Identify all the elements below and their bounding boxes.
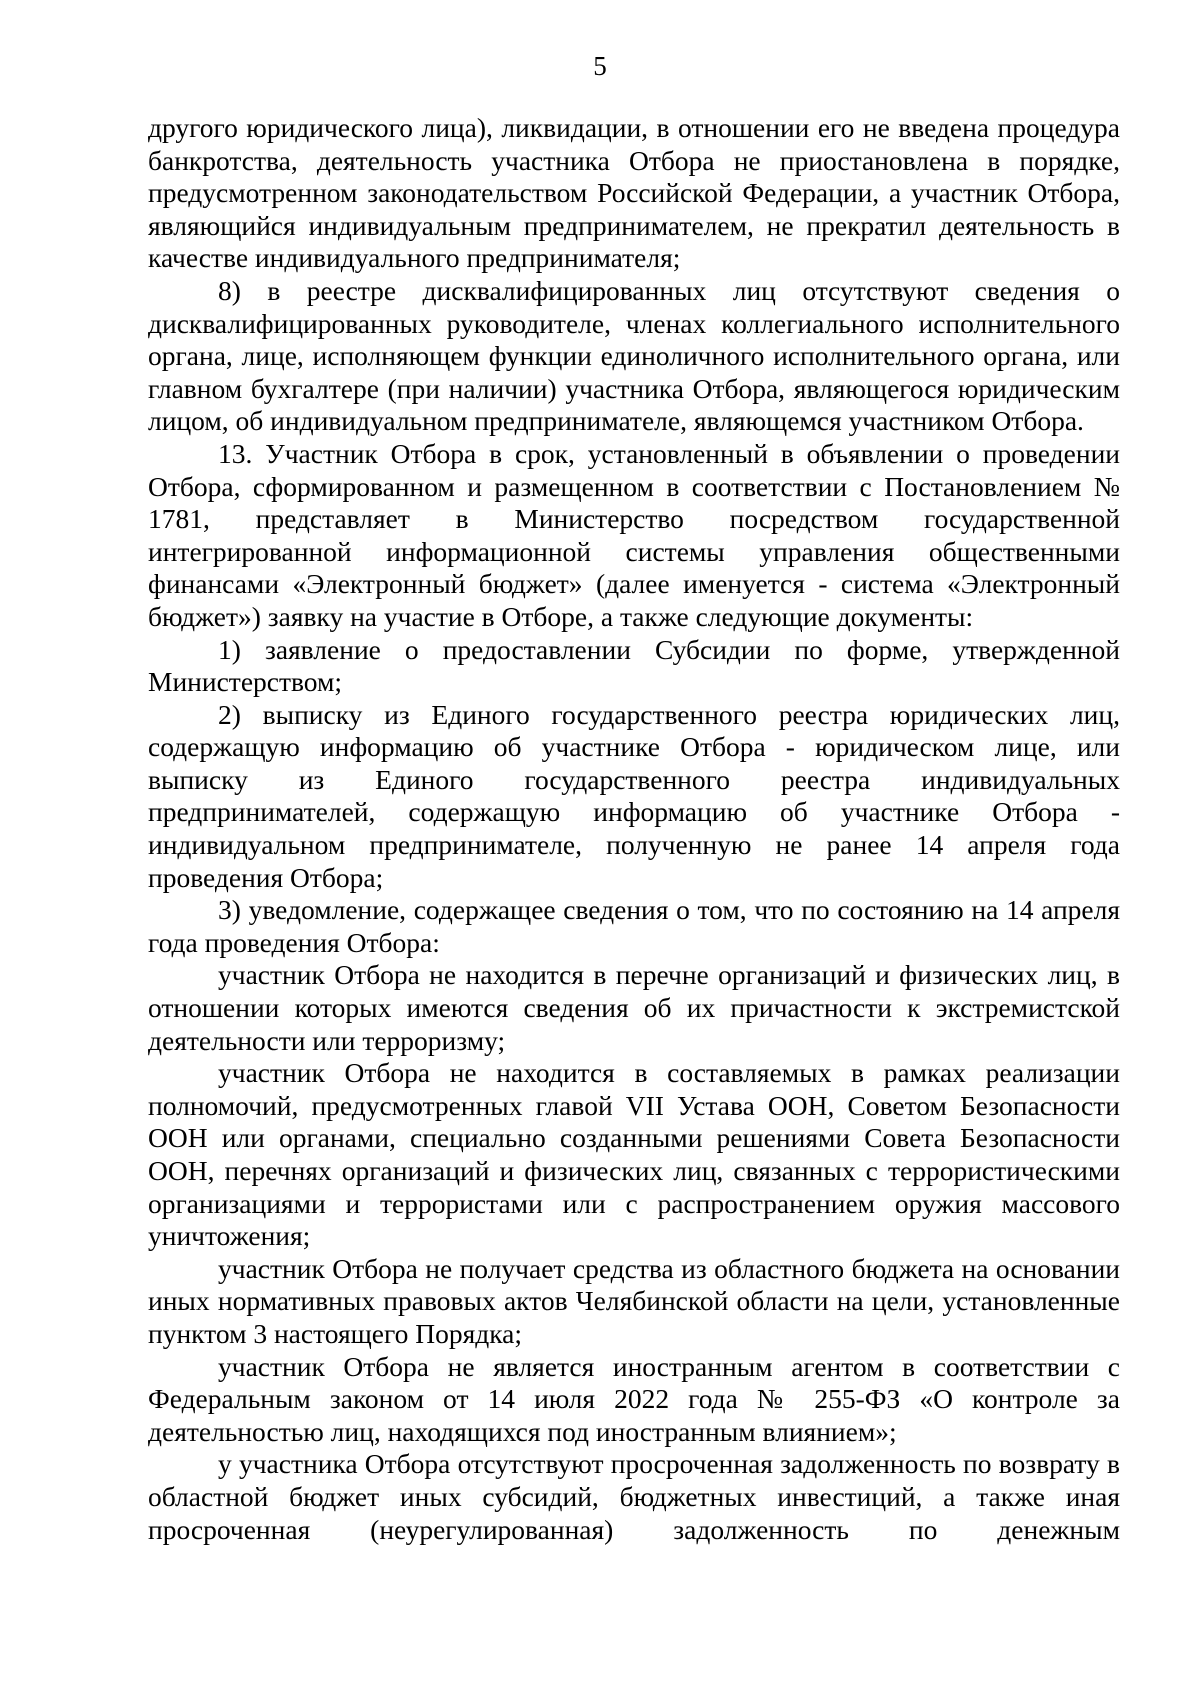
paragraph-section-13: 13. Участник Отбора в срок, установленный в объявлении о проведении Отбора, сформированном и размещенном в соответствии с Постановлением № 1781, представляет в Министерство посредством государственной интегрированной информационной системы управления общественными финансами «Электронный бюджет» (далее именуется - система «Электронный бюджет») заявку на участие в Отборе, а также следующие документы: — [148, 437, 1120, 632]
paragraph-debt: у участника Отбора отсутствуют просроченная задолженность по возврату в областной бюджет иных субсидий, бюджетных инвестиций, а также иная просроченная (неурегулированная) задолженность по денежным — [148, 1448, 1120, 1545]
paragraph-item-3: 3) уведомление, содержащее сведения о том, что по состоянию на 14 апреля года проведения Отбора: — [148, 894, 1120, 958]
paragraph-foreign-agent: участник Отбора не является иностранным агентом в соответствии с Федеральным законом от 14 июля 2022 года № 255-ФЗ «О контроле за деятельностью лиц, находящихся под иностранным влиянием»; — [148, 1350, 1120, 1447]
paragraph-other-funding: участник Отбора не получает средства из областного бюджета на основании иных нормативных правовых актов Челябинской области на цели, установленные пунктом 3 настоящего Порядка; — [148, 1252, 1120, 1349]
paragraph-continuation: другого юридического лица), ликвидации, в отношении его не введена процедура банкротства, деятельность участника Отбора не приостановлена в порядке, предусмотренном законодательством Российской Федерации, а участник Отбора, являющийся индивидуальным предпринимателем, не прекратил деятельность в качестве индивидуального предпринимателя; — [148, 112, 1120, 274]
paragraph-item-1: 1) заявление о предоставлении Субсидии по форме, утвержденной Министерством; — [148, 633, 1120, 698]
paragraph-item-8: 8) в реестре дисквалифицированных лиц отсутствуют сведения о дисквалифицированных руководителе, членах коллегиального исполнительного органа, лице, исполняющем функции единоличного исполнительного органа, или главном бухгалтере (при наличии) участника Отбора, являющегося юридическим лицом, об индивидуальном предпринимателе, являющемся участником Отбора. — [148, 274, 1120, 437]
paragraph-item-2: 2) выписку из Единого государственного реестра юридических лиц, содержащую информацию об участнике Отбора - юридическом лице, или выписку из Единого государственного реестра индивидуальных предпринимателей, содержащую информацию об участнике Отбора - индивидуальном предпринимателе, полученную не ранее 14 апреля года проведения Отбора; — [148, 698, 1120, 893]
document-body — [148, 112, 1120, 1546]
paragraph-un-lists: участник Отбора не находится в составляемых в рамках реализации полномочий, предусмотренных главой VII Устава ООН, Советом Безопасности ООН или органами, специально созданными решениями Совета Безопасности ООН, перечнях организаций и физических лиц, связанных с террористическими организациями и террористами или с распространением оружия массового уничтожения; — [148, 1057, 1120, 1252]
page-number: 5 — [593, 51, 607, 81]
paragraph-extremism: участник Отбора не находится в перечне организаций и физических лиц, в отношении которых имеются сведения об их причастности к экстремистской деятельности или терроризму; — [148, 959, 1120, 1056]
